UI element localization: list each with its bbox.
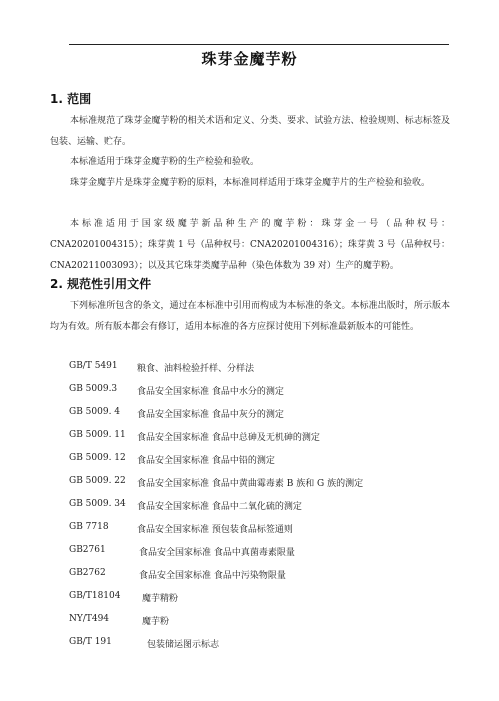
reference-code: GB 5009. 34 [69,499,126,509]
scope-paragraph-1: 本标准规范了珠芽金魔芋粉的相关术语和定义、分类、要求、试验方法、检验规则、标志标签及包装、运输、贮存。 [50,116,450,147]
reference-code: GB/T18104 [69,591,121,601]
scope-paragraph-2: 本标准适用于珠芽金魔芋粉的生产检验和验收。 [70,157,260,167]
reference-title: 魔芋粉 [142,617,170,627]
reference-code: GB 7718 [69,522,109,532]
reference-title: 食品安全国家标准 食品中水分的测定 [137,387,284,397]
reference-title: 粮食、油料检验扦样、分样法 [137,364,255,374]
section-1-heading: 1. 范围 [50,92,92,106]
reference-code: GB2761 [69,545,106,555]
reference-title: 食品安全国家标准 食品中灰分的测定 [137,410,284,420]
reference-title: 包装储运图示标志 [147,640,220,650]
reference-code: GB 5009. 22 [69,476,126,486]
reference-title: 食品安全国家标准 食品中总砷及无机砷的测定 [137,433,320,443]
reference-code: NY/T494 [69,614,110,624]
references-intro: 下列标准所包含的条文，通过在本标准中引用而构成为本标准的条文。本标准出版时，所示版本均为有效。所有版本都会有修订，适用本标准的各方应探讨使用下列标准最新版本的可能性。 [50,301,450,332]
header-rule [69,44,449,45]
document-title: 珠芽金魔芋粉 [201,50,298,68]
reference-title: 食品安全国家标准 食品中真菌毒素限量 [139,548,295,558]
reference-code: GB 5009. 11 [69,430,126,440]
reference-code: GB 5009.3 [69,384,118,394]
reference-title: 食品安全国家标准 食品中二氧化硫的测定 [137,502,302,512]
reference-code: GB2762 [69,568,106,578]
reference-code: GB 5009. 12 [69,453,126,463]
reference-code: GB/T 191 [69,637,112,647]
reference-code: GB/T 5491 [69,361,118,371]
reference-title: 食品安全国家标准 食品中铅的测定 [137,456,275,466]
section-2-heading: 2. 规范性引用文件 [50,277,152,291]
reference-title: 食品安全国家标准 食品中污染物限量 [139,571,286,581]
reference-title: 食品安全国家标准 食品中黄曲霉毒素 B 族和 G 族的测定 [137,479,364,489]
scope-paragraph-4: 本标准适用于国家级魔芋新品种生产的魔芋粉：珠芽金一号（品种权号：CNA20201004315）；珠芽黄 1 号（品种权号：CNA20201004316）；珠芽黄 3 号（品种权号：CNA20211003093）；以及其它珠芽类魔芋品种（染色体数为 39 对）生产的魔芋粉。 [50,219,450,271]
reference-title: 食品安全国家标准 预包装食品标签通则 [137,525,293,535]
scope-paragraph-3: 珠芽金魔芋片是珠芽金魔芋粉的原料，本标准同样适用于珠芽金魔芋片的生产检验和验收。 [70,178,431,188]
reference-title: 魔芋精粉 [142,594,179,604]
reference-code: GB 5009. 4 [69,407,121,417]
